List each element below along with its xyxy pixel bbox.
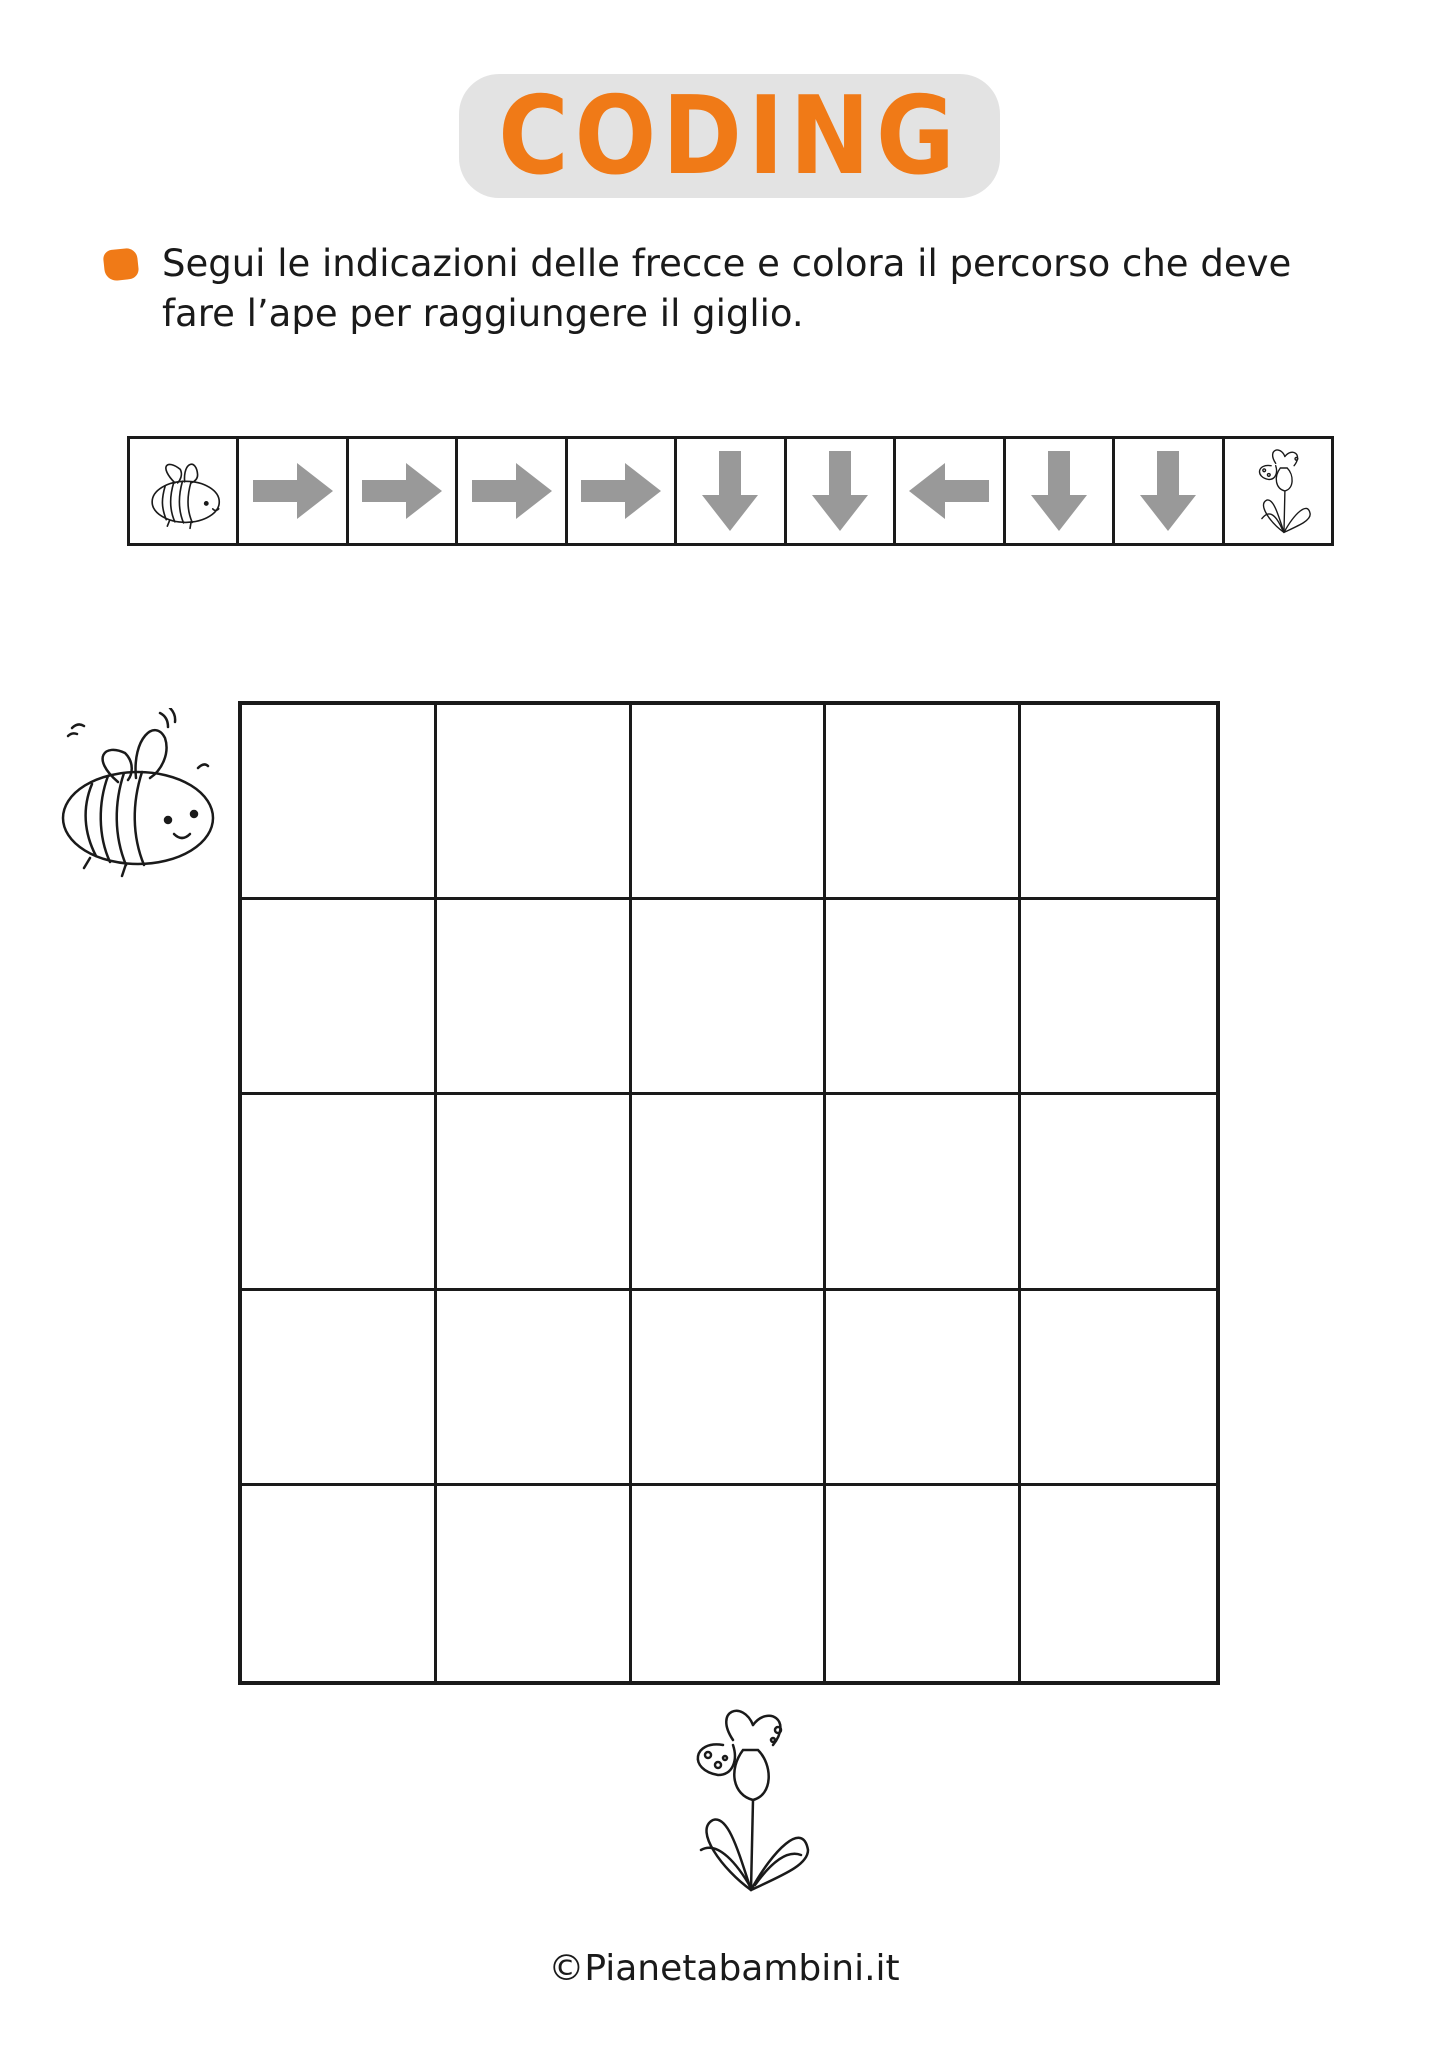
sequence-step-3 xyxy=(458,439,567,543)
grid-cell-r5-c3[interactable] xyxy=(632,1486,827,1681)
grid-cell-r3-c1[interactable] xyxy=(242,1095,437,1290)
grid-cell-r1-c3[interactable] xyxy=(632,705,827,900)
bee-icon xyxy=(137,445,229,537)
grid-cell-r3-c4[interactable] xyxy=(826,1095,1021,1290)
grid-cell-r2-c4[interactable] xyxy=(826,900,1021,1095)
arrow-right-icon xyxy=(581,451,661,531)
grid-cell-r2-c5[interactable] xyxy=(1021,900,1216,1095)
grid-cell-r3-c3[interactable] xyxy=(632,1095,827,1290)
grid-cell-r5-c2[interactable] xyxy=(437,1486,632,1681)
arrow-right-icon xyxy=(472,451,552,531)
grid-cell-r2-c3[interactable] xyxy=(632,900,827,1095)
bullet-icon xyxy=(102,247,139,281)
grid-cell-r3-c2[interactable] xyxy=(437,1095,632,1290)
bee-icon xyxy=(50,708,220,878)
arrow-left-icon xyxy=(909,451,989,531)
grid-cell-r2-c2[interactable] xyxy=(437,900,632,1095)
grid-cell-r5-c4[interactable] xyxy=(826,1486,1021,1681)
grid-cell-r4-c4[interactable] xyxy=(826,1291,1021,1486)
grid-cell-r5-c5[interactable] xyxy=(1021,1486,1216,1681)
lily-flower-icon xyxy=(663,1700,813,1900)
sequence-step-5 xyxy=(677,439,786,543)
grid-cell-r5-c1[interactable] xyxy=(242,1486,437,1681)
coding-grid xyxy=(238,701,1220,1685)
sequence-step-9 xyxy=(1115,439,1224,543)
grid-cell-r1-c1[interactable] xyxy=(242,705,437,900)
grid-cell-r2-c1[interactable] xyxy=(242,900,437,1095)
sequence-step-6 xyxy=(787,439,896,543)
instruction-text: Segui le indicazioni delle frecce e colora il percorso che deve fare l’ape per raggiungere il giglio. xyxy=(162,242,1292,335)
arrow-sequence xyxy=(127,436,1334,546)
page-title: CODING xyxy=(498,73,961,199)
lily-flower-icon xyxy=(1235,445,1321,537)
arrow-right-icon xyxy=(253,451,333,531)
grid-cell-r1-c5[interactable] xyxy=(1021,705,1216,900)
grid-cell-r1-c4[interactable] xyxy=(826,705,1021,900)
footer-credit: ©Pianetabambini.it xyxy=(548,1948,900,1989)
sequence-step-8 xyxy=(1006,439,1115,543)
arrow-down-icon xyxy=(800,451,880,531)
grid-cell-r1-c2[interactable] xyxy=(437,705,632,900)
sequence-step-7 xyxy=(896,439,1005,543)
grid-cell-r3-c5[interactable] xyxy=(1021,1095,1216,1290)
title-banner xyxy=(459,74,1000,198)
arrow-down-icon xyxy=(1019,451,1099,531)
sequence-start-cell xyxy=(130,439,239,543)
grid-cell-r4-c2[interactable] xyxy=(437,1291,632,1486)
sequence-end-cell xyxy=(1225,439,1331,543)
arrow-down-icon xyxy=(690,451,770,531)
arrow-down-icon xyxy=(1128,451,1208,531)
grid-cell-r4-c5[interactable] xyxy=(1021,1291,1216,1486)
sequence-step-4 xyxy=(568,439,677,543)
grid-cell-r4-c3[interactable] xyxy=(632,1291,827,1486)
sequence-step-2 xyxy=(349,439,458,543)
sequence-step-1 xyxy=(239,439,348,543)
grid-cell-r4-c1[interactable] xyxy=(242,1291,437,1486)
arrow-right-icon xyxy=(362,451,442,531)
